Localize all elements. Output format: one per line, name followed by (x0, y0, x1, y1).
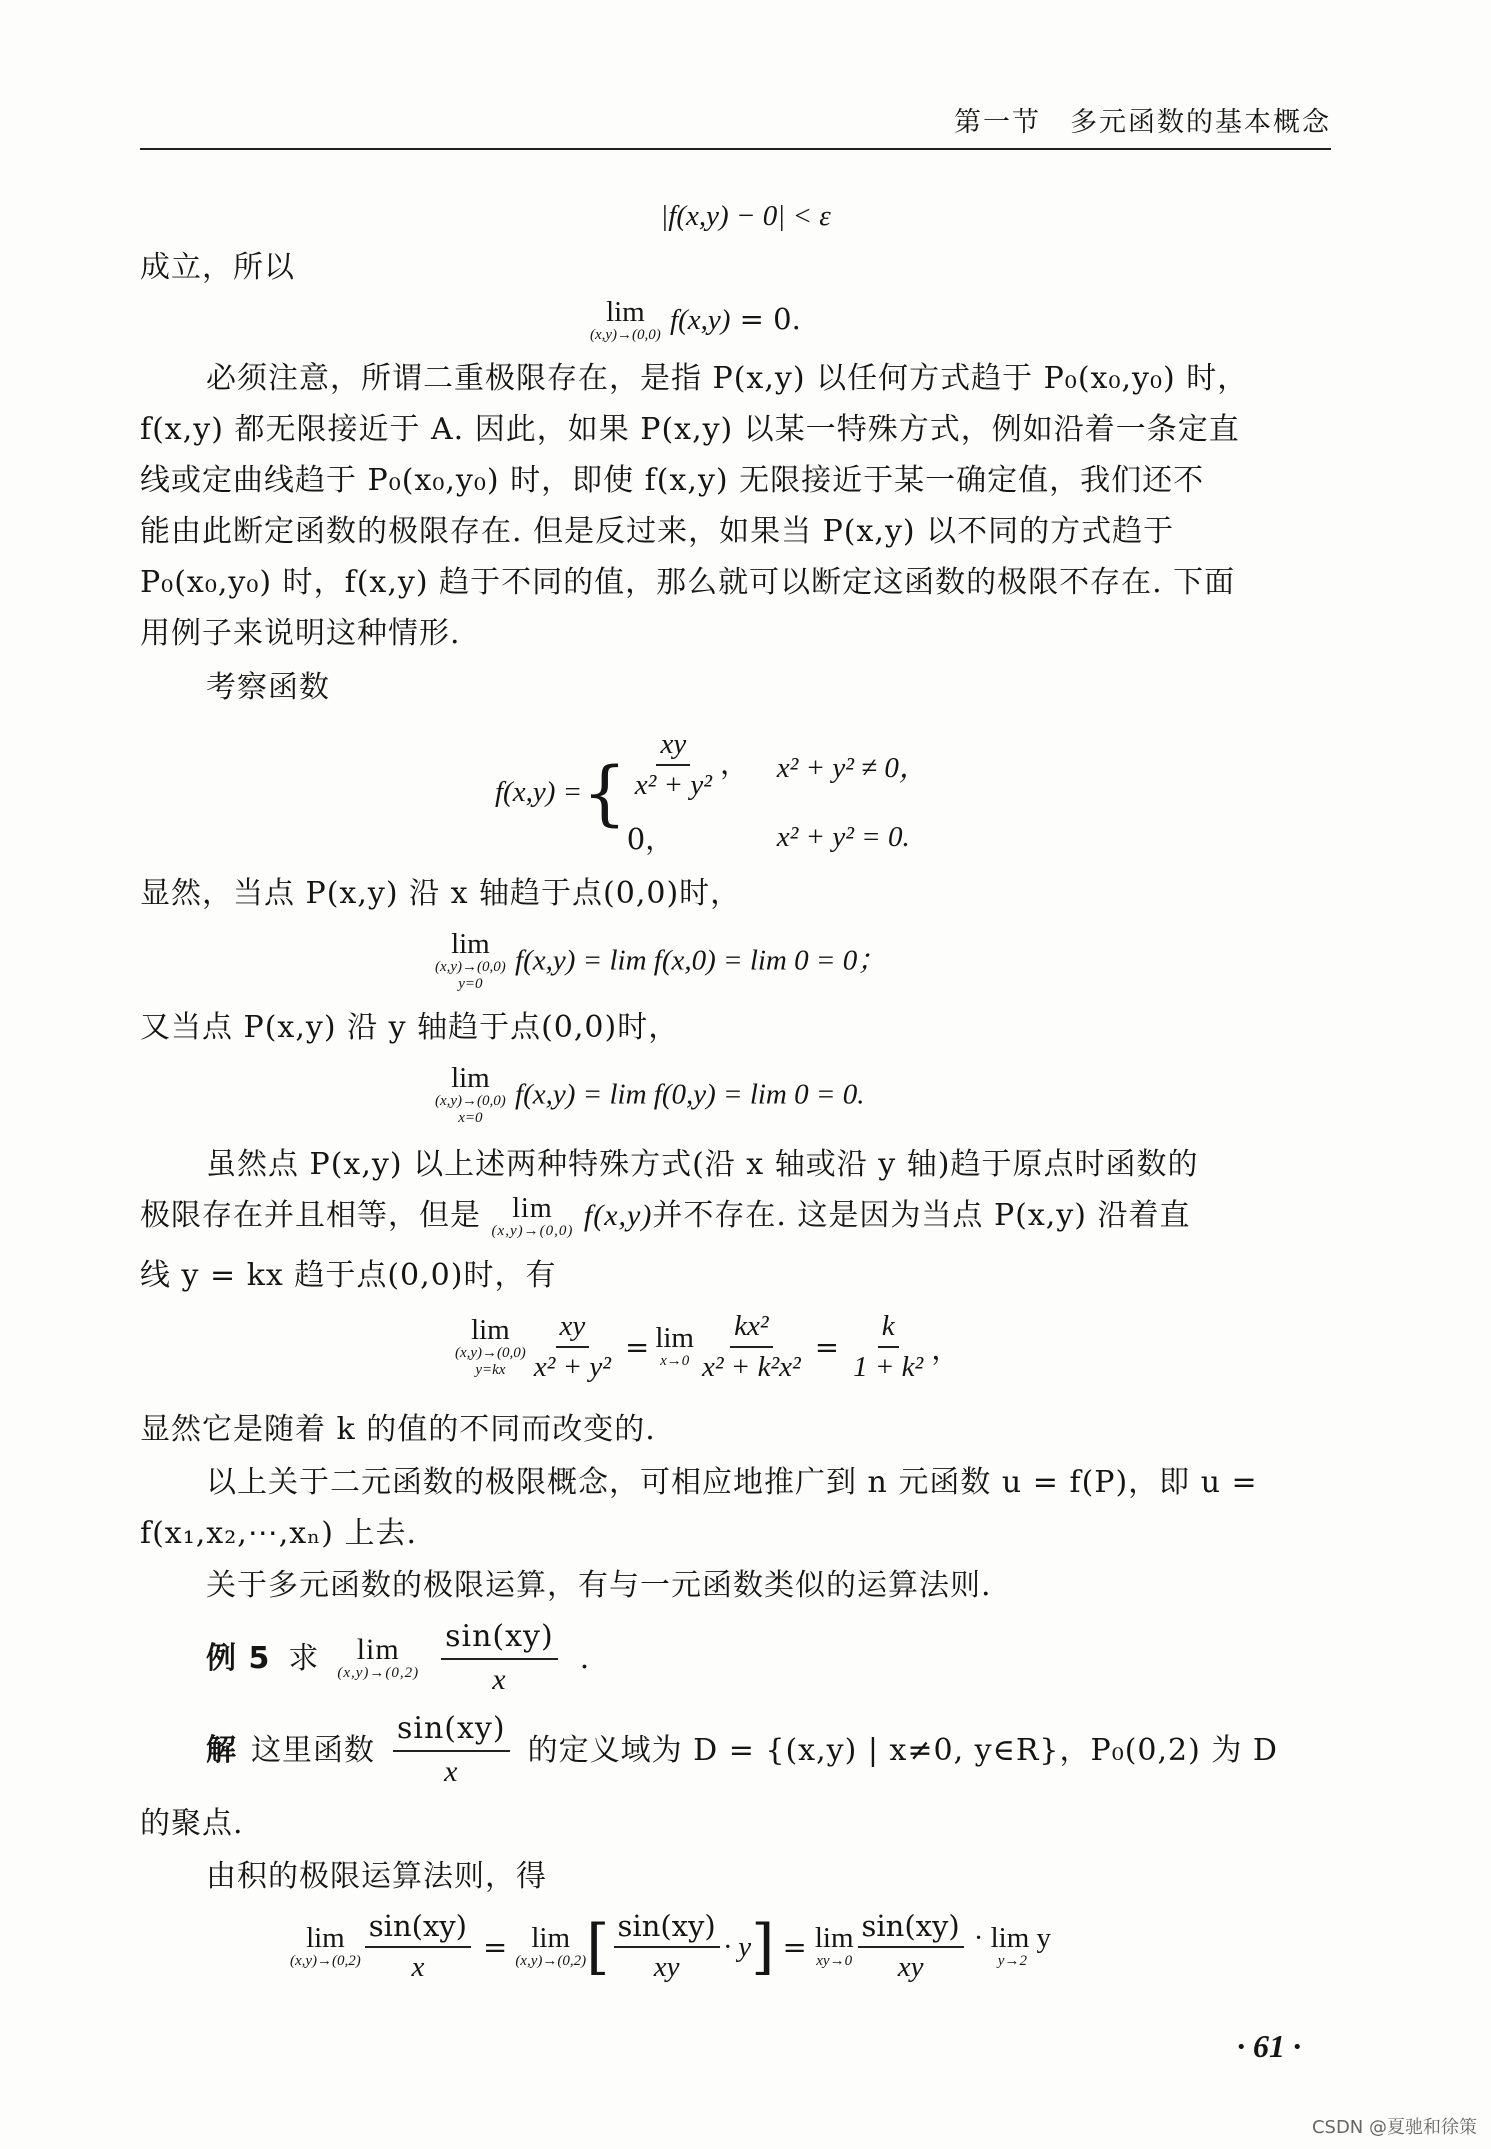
solution-label: 解 (206, 1732, 237, 1768)
frac: $\frac{k}{\text{1 + k²}}$ (853, 1310, 924, 1384)
paragraph-line: 线或定曲线趋于 P₀(x₀,y₀) 时，即使 f(x,y) 无限接近于某一确定值，我们还不 (140, 463, 1205, 498)
text-line: 的聚点. (140, 1806, 244, 1841)
limit-along-x (435, 930, 886, 993)
example-text: 求 (288, 1640, 320, 1676)
frac: $\frac{xy}{\text{x² + y²}}$ (634, 728, 712, 802)
lim-op: lim (x,y)→(0,0) y=0 (435, 928, 506, 992)
lim-op: lim xy→0 (814, 1922, 854, 1970)
example-5: 例 5 求 lim (x,y)→(0,2) $\frac{\sin(xy)}{x}$ . (206, 1619, 591, 1696)
lim-op: lim (x,y)→(0,0) y=kx (455, 1313, 526, 1378)
paragraph-line: f(x,y) 都无限接近于 A. 因此，如果 P(x,y) 以某一特殊方式，例如沿着一条定直 (140, 412, 1240, 447)
frac: $\frac{\sin(xy)}{x}$ (441, 1620, 558, 1697)
eq-right: = 0. (739, 302, 801, 336)
frac: $\frac{\sin(xy)}{x}$ (393, 1712, 510, 1789)
limit-result (590, 298, 801, 344)
paragraph-line: 线 y = kx 趋于点(0,0)时，有 (140, 1258, 557, 1293)
piecewise-def (495, 728, 937, 858)
text-line: 考察函数 (206, 670, 330, 705)
brace: { (582, 751, 627, 834)
paragraph-line: f(x₁,x₂,⋯,xₙ) 上去. (140, 1516, 417, 1551)
case2-val: 0， (626, 821, 675, 856)
paragraph-line: 能由此断定函数的极限存在. 但是反过来，如果当 P(x,y) 以不同的方式趋于 (140, 514, 1175, 549)
limit-along-y (435, 1064, 864, 1127)
case1-cond: x² + y² ≠ 0， (776, 751, 928, 784)
text-line: 又当点 P(x,y) 沿 y 轴趋于点(0,0)时， (140, 1010, 680, 1045)
frac: $\frac{\sin(xy)}{xy}$ (858, 1910, 964, 1985)
section-title: 第一节 多元函数的基本概念 (954, 107, 1331, 138)
fxy: f(x,y) (670, 304, 731, 336)
limit-along-line: lim (x,y)→(0,0) y=kx $\frac{xy}{\text{x² + y²}}$ = lim x→0 $\frac{\text{kx²}}{\text{x² + k²x²}}$ = $\frac{k}{\text{1 + k²}}$ ， (455, 1310, 961, 1384)
lim-op: lim x→0 (655, 1322, 694, 1370)
text-line: 显然，当点 P(x,y) 沿 x 轴趋于点(0,0)时， (140, 876, 742, 911)
example-label: 例 5 (206, 1640, 271, 1676)
case2-cond: x² + y² = 0. (776, 820, 910, 853)
inequality (0, 198, 1491, 233)
lim-op: lim (x,y)→(0,2) (337, 1633, 420, 1681)
paragraph-line: 以上关于二元函数的极限概念，可相应地推广到 n 元函数 u = f(P)，即 u = (206, 1465, 1258, 1500)
lim-op: lim (x,y)→(0,2) (290, 1922, 361, 1970)
lim-op: lim (x,y)→(0,0) x=0 (435, 1062, 506, 1126)
product-limit: lim (x,y)→(0,2) $\frac{\sin(xy)}{x}$ = lim (x,y)→(0,2) [ $\frac{\sin(xy)}{xy}$ · y ] = lim xy→0 $\frac{\sin(xy)}{xy}$ · lim y y→2 (290, 1909, 1052, 1984)
paragraph-line: 极限存在并且相等，但是 lim (x,y)→(0,0) f(x,y)并不存在. 这是因为当点 P(x,y) 沿着直 (140, 1192, 1191, 1239)
text-line: 显然它是随着 k 的值的不同而改变的. (140, 1412, 656, 1447)
text-line: 由积的极限运算法则，得 (206, 1859, 547, 1894)
solution: 解 这里函数 $\frac{\sin(xy)}{x}$ 的定义域为 D = {(x,y) | x≠0, y∈R}，P₀(0,2) 为 D (206, 1711, 1278, 1788)
frac: $\frac{xy}{\text{x² + y²}}$ (533, 1310, 611, 1384)
frac: $\frac{\sin(xy)}{x}$ (365, 1910, 471, 1985)
text-line: 关于多元函数的极限运算，有与一元函数类似的运算法则. (206, 1568, 992, 1603)
eq-body: f(x,y) = lim f(x,0) = lim 0 = 0； (515, 944, 887, 977)
def-lhs: f(x,y) = (495, 776, 583, 809)
paragraph-line: 用例子来说明这种情形. (140, 616, 461, 651)
watermark: CSDN @夏驰和徐策 (1311, 2117, 1477, 2138)
running-header (140, 92, 1331, 150)
frac: $\frac{\sin(xy)}{xy}$ (614, 1910, 720, 1985)
frac: $\frac{\text{kx²}}{\text{x² + k²x²}}$ (701, 1310, 801, 1384)
lim-op: lim (x,y)→(0,0) (491, 1192, 574, 1239)
paragraph-line: 虽然点 P(x,y) 以上述两种特殊方式(沿 x 轴或沿 y 轴)趋于原点时函数的 (206, 1147, 1199, 1182)
paragraph-line: P₀(x₀,y₀) 时，f(x,y) 趋于不同的值，那么就可以断定这函数的极限不存在. 下面 (140, 565, 1236, 600)
lim-op: · lim y y→2 (973, 1922, 1052, 1970)
cases: $\frac{xy}{\text{x² + y²}}$ ， x² + y² ≠ 0， 0， x² + y² = 0. (627, 728, 937, 858)
paragraph-line: 必须注意，所谓二重极限存在，是指 P(x,y) 以任何方式趋于 P₀(x₀,y₀) 时， (206, 361, 1249, 396)
page-number: · 61 · (1237, 2028, 1301, 2064)
eq-inequality: |f(x,y) − 0| < ε (660, 200, 831, 232)
lim-op: lim (x,y)→(0,2) (515, 1922, 587, 1970)
text-line: 成立，所以 (140, 250, 295, 285)
eq-body: f(x,y) = lim f(0,y) = lim 0 = 0. (515, 1078, 865, 1111)
lim-op: lim (x,y)→(0,0) (590, 296, 661, 343)
